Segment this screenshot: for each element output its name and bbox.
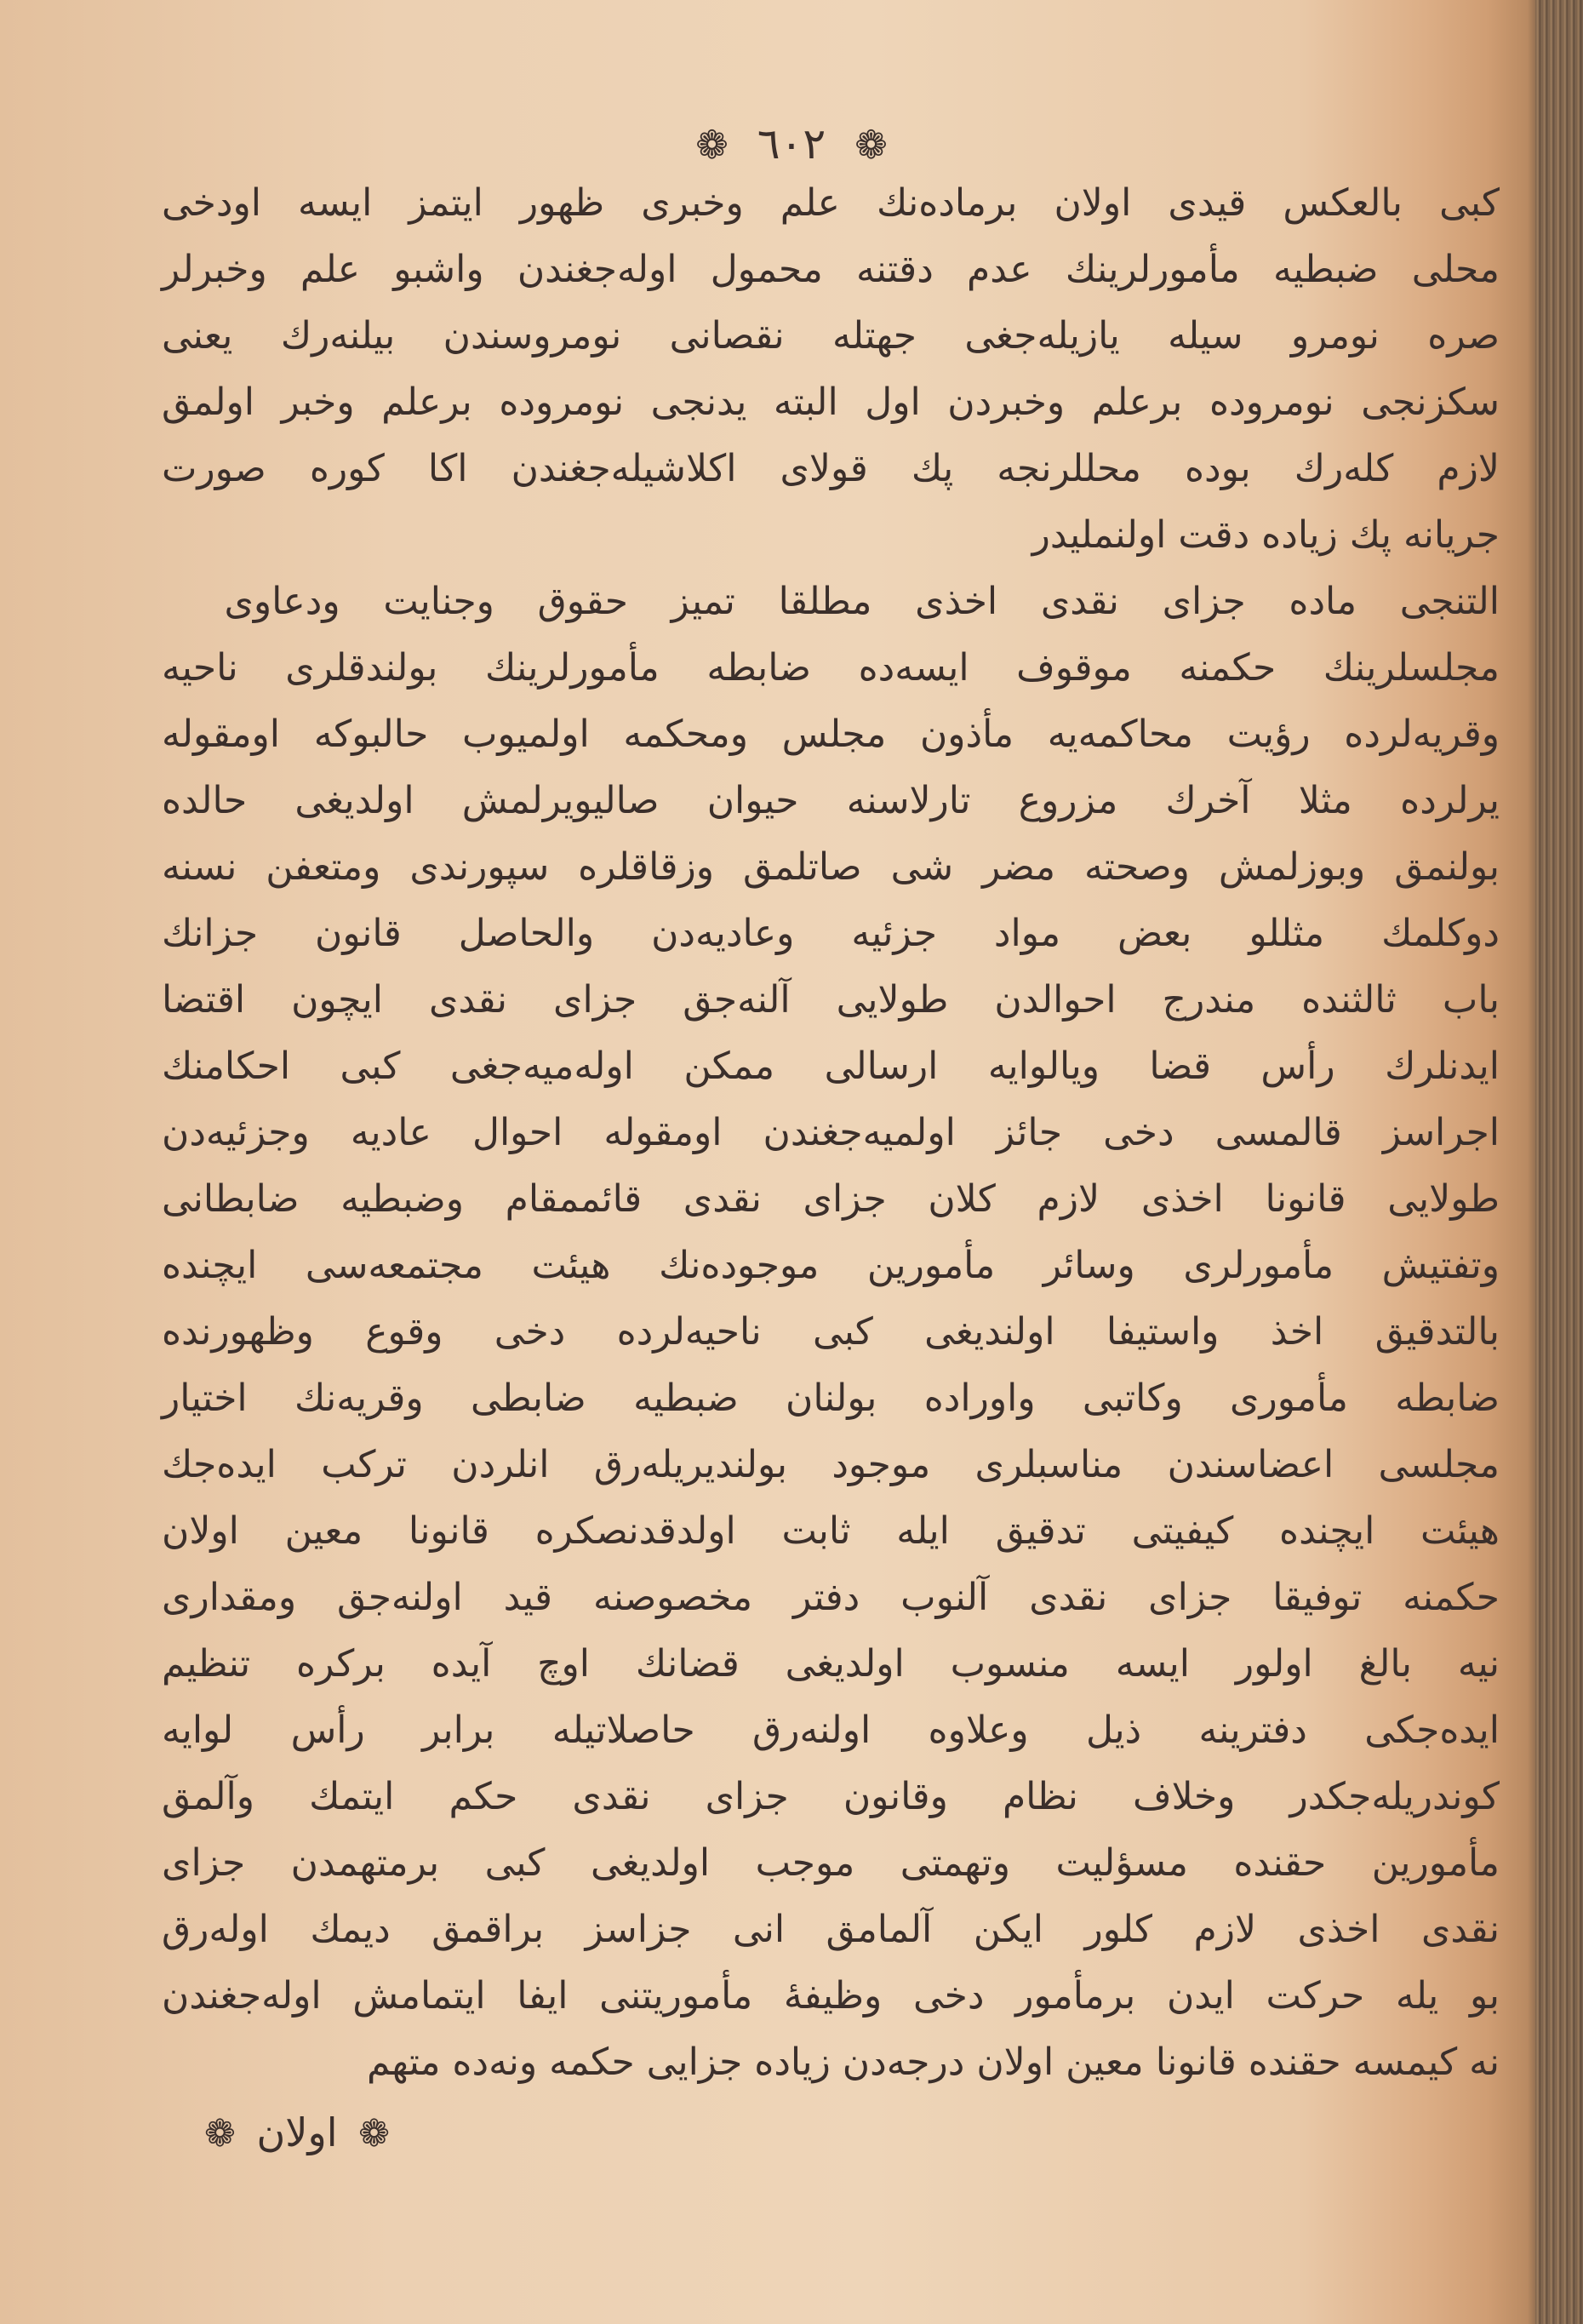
text-line-content: كبی بالعكس قیدی اولان برماده‌نك علم وخبری ظهور ایتمز ایسه اودخی <box>162 181 1500 225</box>
text-line <box>162 170 1500 237</box>
text-line-content: وتفتیش مأمورلری وسائر مأمورین موجوده‌نك هیئت مجتمعه‌سی ایچنده <box>162 1244 1500 1287</box>
text-line-content: لازم كله‌رك بوده محللرنجه پك قولای اكلاشیله‌جغندن اكا كوره صورت <box>162 447 1500 490</box>
text-line <box>162 1299 1500 1365</box>
text-line <box>162 1365 1500 1432</box>
book-page-edge <box>1535 0 1583 2324</box>
text-line-content: ایده‌جكی دفترینه ذیل وعلاوه اولنه‌رق حاصلاتیله برابر رأس لوایه <box>162 1709 1500 1752</box>
text-line <box>162 967 1500 1033</box>
text-line-content: التنجی ماده جزای نقدی اخذی مطلقا تمیز حقوق وجنایت ودعاوی <box>224 580 1500 623</box>
text-line <box>162 1498 1500 1565</box>
catchword <box>196 2109 398 2155</box>
text-line <box>162 1830 1500 1897</box>
text-line <box>162 2029 1500 2096</box>
text-line-content: دوكلمك مثللو بعض مواد جزئیه وعادیه‌دن والحاصل قانون جزانك <box>162 912 1500 955</box>
text-line-content: محلی ضبطیه مأمورلرینك عدم دقتنه محمول اوله‌جغندن واشبو علم وخبرلر <box>162 248 1500 291</box>
page-body-text <box>162 170 1500 2096</box>
text-line-content: ضابطه مأموری وكاتبی واوراده بولنان ضبطیه ضابطی وقریه‌نك اختیار <box>162 1377 1500 1420</box>
text-line-content: یرلرده مثلا آخرك مزروع تارلاسنه حیوان صالیویرلمش اولدیغی حالده <box>162 779 1500 822</box>
text-line-content: طولایی قانونا اخذی لازم كلان جزای نقدی قائممقام وضبطیه ضابطانی <box>162 1177 1500 1221</box>
text-line-content: مأمورین حقنده مسؤلیت وتهمتی موجب اولدیغی كبی برمتهمدن جزای <box>162 1841 1500 1885</box>
text-line-content: باب ثالثنده مندرج احوالدن طولایی آلنه‌جق جزای نقدی ایچون اقتضا <box>162 978 1500 1022</box>
page-number: ٦٠٢ <box>757 119 826 169</box>
text-line-content: اجراسز قالمسی دخی جائز اولمیه‌جغندن اومقوله احوال عادیه وجزئیه‌دن <box>162 1111 1500 1154</box>
text-line-content: نقدی اخذی لازم كلور ایكن آلمامق انی جزاسز براقمق دیمك اوله‌رق <box>162 1908 1500 1951</box>
text-line-content: نیه بالغ اولور ایسه منسوب اولدیغی قضانك اوچ آیده بركره تنظیم <box>162 1642 1500 1686</box>
text-line <box>162 369 1500 436</box>
text-line <box>162 1963 1500 2029</box>
text-line-content: مجلسلرینك حكمنه موقوف ایسه‌ده ضابطه مأمورلرینك بولندقلری ناحیه <box>162 646 1500 690</box>
text-line-content: كوندریله‌جكدر وخلاف نظام وقانون جزای نقدی حكم ایتمك وآلمق <box>162 1775 1500 1818</box>
text-line <box>162 436 1500 502</box>
ornament-icon: ❁ <box>358 2112 391 2155</box>
text-line-content: نه كیمسه حقنده قانونا معین اولان درجه‌دن زیاده جزایی حكمه ونه‌ده متهم <box>367 2041 1500 2084</box>
text-line <box>162 237 1500 303</box>
text-line-content: مجلسی اعضاسندن مناسبلری موجود بولندیریله‌رق انلردن تركب ایده‌جك <box>162 1443 1500 1486</box>
text-line-content: بولنمق وبوزلمش وصحته مضر شی صاتلمق وزقاقلره سپورندی ومتعفن نسنه <box>162 845 1500 889</box>
page-header <box>0 119 1583 169</box>
text-line <box>162 1233 1500 1299</box>
text-line <box>162 1764 1500 1830</box>
text-line <box>162 901 1500 967</box>
ornament-icon: ❁ <box>204 2112 236 2155</box>
text-line <box>162 1697 1500 1764</box>
text-line <box>162 1100 1500 1166</box>
text-line <box>162 1033 1500 1100</box>
text-line <box>162 1565 1500 1631</box>
ornament-icon: ❁ <box>695 122 729 168</box>
text-line <box>162 1166 1500 1233</box>
text-line-content: جریانه پك زیاده دقت اولنملیدر <box>1032 513 1500 557</box>
catchword-text: اولان <box>256 2109 338 2155</box>
text-line-content: صره نومرو سیله یازیله‌جغی جهتله نقصانی نومروسندن بیلنه‌رك یعنی <box>162 314 1500 358</box>
text-line <box>162 635 1500 701</box>
text-line <box>162 569 1500 635</box>
text-line <box>162 701 1500 768</box>
text-line <box>162 768 1500 834</box>
text-line <box>162 834 1500 901</box>
text-line-content: هیئت ایچنده كیفیتی تدقیق ایله ثابت اولدقدنصكره قانونا معین اولان <box>162 1509 1500 1553</box>
text-line <box>162 303 1500 369</box>
text-line <box>162 1432 1500 1498</box>
text-line <box>162 502 1500 569</box>
text-line <box>162 1897 1500 1963</box>
ornament-icon: ❁ <box>854 122 888 168</box>
text-line-content: بو یله حركت ایدن برمأمور دخی وظیفهٔ مأموریتنی ایفا ایتمامش اوله‌جغندن <box>162 1974 1500 2018</box>
text-line-content: حكمنه توفیقا جزای نقدی آلنوب دفتر مخصوصنه قید اولنه‌جق ومقداری <box>162 1576 1500 1619</box>
text-line <box>162 1631 1500 1697</box>
text-line-content: سكزنجی نومروده برعلم وخبردن اول البته یدنجی نومروده برعلم وخبر اولمق <box>162 381 1500 424</box>
text-line-content: وقریه‌لرده رؤیت محاكمه‌یه مأذون مجلس ومحكمه اولمیوب حالبوكه اومقوله <box>162 713 1500 756</box>
text-line-content: ایدنلرك رأس قضا ویالوایه ارسالی ممكن اوله‌میه‌جغی كبی احكامنك <box>162 1045 1500 1088</box>
text-line-content: بالتدقیق اخذ واستیفا اولندیغی كبی ناحیه‌لرده دخی وقوع وظهورنده <box>162 1310 1500 1354</box>
